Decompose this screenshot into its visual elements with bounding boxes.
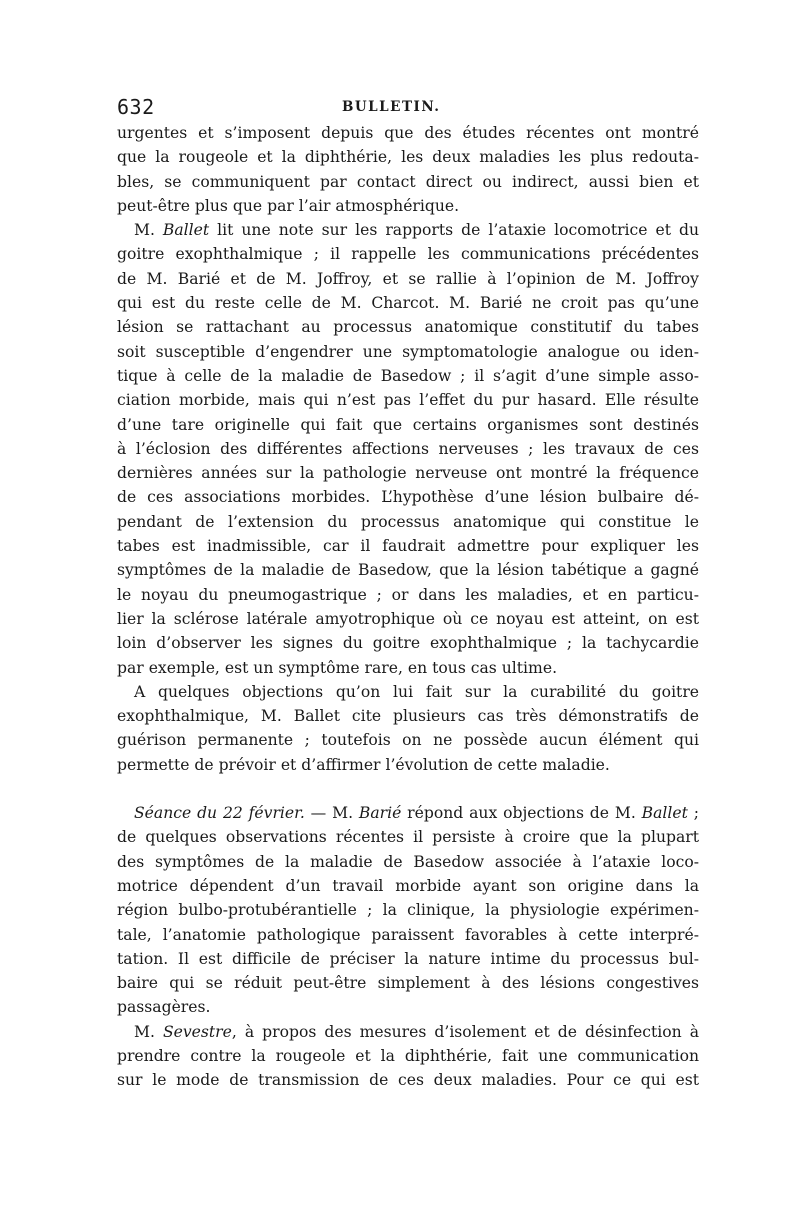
text-line: symptômes de la maladie de Basedow, que la lésion tabétique a gagné (117, 561, 699, 580)
text-line: urgentes et s’imposent depuis que des études récentes ont montré (117, 124, 699, 142)
text-line: exophthalmique, M. Ballet cite plusieurs cas très démonstratifs de (117, 707, 699, 726)
section-gap (117, 777, 699, 801)
text-line: A quelques objections qu’on lui fait sur la curabilité du goitre (134, 682, 699, 701)
text-line: région bulbo-protubérantielle ; la clinique, la physiologie expérimen- (117, 901, 699, 920)
text-line: tale, l’anatomie pathologique paraissent favorables à cette interpré- (117, 925, 699, 944)
text-line: M. Ballet lit une note sur les rapports de l’ataxie locomotrice et du (134, 221, 699, 240)
paragraph (117, 1020, 699, 1093)
text-line: motrice dépendent d’un travail morbide ayant son origine dans la (117, 876, 699, 895)
text-line: par exemple, est un symptôme rare, en tous cas ultime. (117, 658, 558, 677)
text-line: que la rougeole et la diphthérie, les deux maladies les plus redouta- (117, 148, 699, 167)
text-line: de quelques observations récentes il persiste à croire que la plupart (117, 828, 699, 847)
text-line: passagères. (117, 998, 211, 1017)
paragraph (117, 218, 699, 680)
text-line: de ces associations morbides. L’hypothèse d’une lésion bulbaire dé- (117, 488, 699, 507)
text-line: lésion se rattachant au processus anatomique constitutif du tabes (117, 318, 699, 337)
page-number: 632 (117, 95, 155, 119)
text-line: pendant de l’extension du processus anatomique qui constitue le (117, 512, 699, 531)
text-line: soit susceptible d’engendrer une symptomatologie analogue ou iden- (117, 342, 699, 361)
text-line: tation. Il est difficile de préciser la nature intime du processus bul- (117, 949, 699, 968)
text-line: sur le mode de transmission de ces deux maladies. Pour ce qui est (117, 1071, 699, 1090)
book-page (117, 95, 699, 1093)
text-line: baire qui se réduit peut-être simplement à des lésions congestives (117, 974, 699, 993)
body-text (117, 121, 699, 1093)
text-line: le noyau du pneumogastrique ; or dans les maladies, et en particu- (117, 585, 699, 604)
page-header (117, 95, 699, 121)
text-line: loin d’observer les signes du goitre exophthalmique ; la tachycardie (117, 634, 699, 653)
text-line: qui est du reste celle de M. Charcot. M. Barié ne croit pas qu’une (117, 294, 699, 313)
text-line: d’une tare originelle qui fait que certains organismes sont destinés (117, 415, 699, 434)
text-line: des symptômes de la maladie de Basedow associée à l’ataxie loco- (117, 852, 699, 871)
text-line: à l’éclosion des différentes affections nerveuses ; les travaux de ces (117, 439, 699, 458)
text-line: bles, se communiquent par contact direct ou indirect, aussi bien et (117, 172, 699, 191)
text-line: dernières années sur la pathologie nerveuse ont montré la fréquence (117, 464, 699, 483)
text-line: tabes est inadmissible, car il faudrait admettre pour expliquer les (117, 537, 699, 556)
paragraph (117, 680, 699, 777)
text-line: M. Sevestre, à propos des mesures d’isolement et de désinfection à (134, 1022, 699, 1041)
text-line: tique à celle de la maladie de Basedow ; il s’agit d’une simple asso- (117, 366, 699, 385)
text-line: de M. Barié et de M. Joffroy, et se rallie à l’opinion de M. Joffroy (117, 269, 699, 288)
text-line: ciation morbide, mais qui n’est pas l’effet du pur hasard. Elle résulte (117, 391, 699, 410)
text-line: prendre contre la rougeole et la diphthérie, fait une communication (117, 1046, 699, 1065)
running-title: BULLETIN. (342, 99, 441, 115)
text-line: lier la sclérose latérale amyotrophique où ce noyau est atteint, on est (117, 609, 699, 628)
paragraph (117, 121, 699, 218)
paragraph (117, 801, 699, 1020)
text-line: peut-être plus que par l’air atmosphérique. (117, 196, 460, 215)
text-line: permette de prévoir et d’affirmer l’évolution de cette maladie. (117, 755, 610, 774)
text-line: goitre exophthalmique ; il rappelle les communications précédentes (117, 245, 699, 264)
text-line: Séance du 22 février. — M. Barié répond aux objections de M. Ballet ; (134, 804, 699, 823)
text-line: guérison permanente ; toutefois on ne possède aucun élément qui (117, 731, 699, 750)
